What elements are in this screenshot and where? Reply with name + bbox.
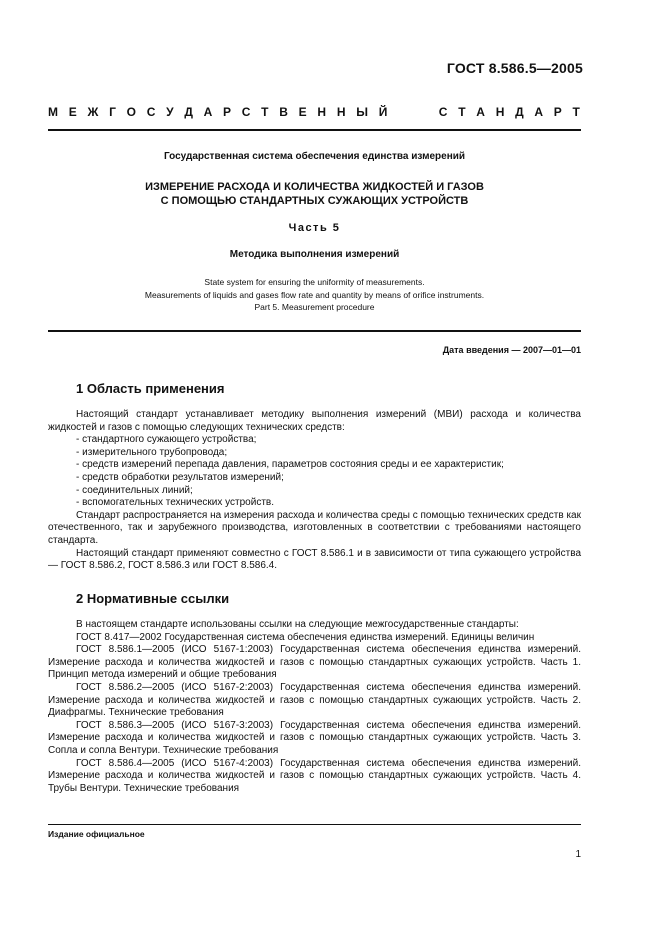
header-rule <box>48 129 581 131</box>
list-item: - соединительных линий; <box>76 484 193 496</box>
english-title <box>48 276 581 314</box>
english-title-line: Measurements of liquids and gases flow rate and quantity by means of orifice instruments. <box>144 289 485 300</box>
banner-letter: Е <box>298 105 307 119</box>
banner-letter: Г <box>109 105 116 119</box>
section-2-body <box>48 619 581 795</box>
reference-item: ГОСТ 8.586.4—2005 (ИСО 5167-4:2003) Государственная система обеспечения единства измерений. Измерение расхода и количества жидкостей и газов с помощью стандартных сужающих устройств. Часть 4. Трубы Вентури. Технические требования <box>48 757 581 794</box>
english-title-line: Part 5. Measurement procedure <box>254 302 375 312</box>
banner-letter: С <box>241 105 251 119</box>
banner-letter: Ы <box>356 105 368 119</box>
method-title: Методика выполнения измерений <box>229 249 400 260</box>
banner-letter: Н <box>495 105 505 119</box>
list-item: - вспомогательных технических устройств. <box>76 497 274 509</box>
banner-letter: А <box>203 105 213 119</box>
banner-letter: Р <box>223 105 232 119</box>
banner-letter: Н <box>336 105 346 119</box>
banner-letter: Е <box>68 105 77 119</box>
main-title <box>48 180 581 208</box>
banner-letter: А <box>534 105 544 119</box>
document-code: ГОСТ 8.586.5—2005 <box>446 60 583 76</box>
title-block-rule <box>48 330 581 332</box>
banner-letter: Д <box>515 105 524 119</box>
reference-item: ГОСТ 8.586.2—2005 (ИСО 5167-2:2003) Государственная система обеспечения единства измерений. Измерение расхода и количества жидкостей и газов с помощью стандартных сужающих устройств. Часть 2. Диафрагмы. Технические требования <box>48 681 581 719</box>
banner-letter: Т <box>458 105 466 119</box>
official-edition-label: Издание официальное <box>48 829 145 839</box>
footer-rule <box>48 824 581 825</box>
banner-letter: О <box>126 105 136 119</box>
banner-letter: Й <box>378 105 388 119</box>
english-title-line: State system for ensuring the uniformity of measurements. <box>204 277 425 287</box>
main-title-line: ИЗМЕРЕНИЕ РАСХОДА И КОЛИЧЕСТВА ЖИДКОСТЕЙ И ГАЗОВ <box>145 181 484 193</box>
banner-letter: Т <box>572 105 580 119</box>
section-1-heading: 1 Область применения <box>76 381 225 396</box>
reference-item: ГОСТ 8.586.1—2005 (ИСО 5167-1:2003) Государственная система обеспечения единства измерений. Измерение расхода и количества жидкостей и газов с помощью стандартных сужающих устройств. Часть 1. Принцип метода измерений и общие требования <box>48 644 581 681</box>
list-item: - средств измерений перепада давления, параметров состояния среды и ее характеристик; <box>76 459 504 471</box>
reference-item: ГОСТ 8.586.3—2005 (ИСО 5167-3:2003) Государственная система обеспечения единства измерений. Измерение расхода и количества жидкостей и газов с помощью стандартных сужающих устройств. Часть 3. Сопла и сопла Вентури. Технические требования <box>48 719 581 756</box>
paragraph: Настоящий стандарт устанавливает методику выполнения измерений (МВИ) расхода и количества жидкостей и газов с помощью следующих технических средств: <box>48 409 581 433</box>
paragraph: Стандарт распространяется на измерения расхода и количества среды с помощью технических средств как отечественного, так и зарубежного производства, изготовленных в соответствии с требованиями настоящего стандарта. <box>48 509 581 546</box>
banner-letter: А <box>476 105 485 119</box>
banner-letter: В <box>279 105 288 119</box>
part-title: Часть 5 <box>288 222 341 234</box>
section-2-heading: 2 Нормативные ссылки <box>76 591 230 606</box>
introduction-date: Дата введения — 2007—01—01 <box>442 345 581 355</box>
banner-letter: С <box>146 105 156 119</box>
banner-gap <box>398 105 428 119</box>
reference-item: ГОСТ 8.417—2002 Государственная система обеспечения единства измерений. Единицы величин <box>76 631 535 643</box>
list-item: - измерительного трубопровода; <box>76 446 228 458</box>
banner-letter: Р <box>553 105 562 119</box>
interstate-standard-banner <box>48 105 580 119</box>
banner-letter: Т <box>261 105 269 119</box>
main-title-line: С ПОМОЩЬЮ СТАНДАРТНЫХ СУЖАЮЩИХ УСТРОЙСТВ <box>160 195 469 207</box>
page-number: 1 <box>575 849 581 860</box>
system-title: Государственная система обеспечения единства измерений <box>163 151 466 162</box>
banner-letter: М <box>48 105 58 119</box>
banner-letter: С <box>438 105 448 119</box>
banner-letter: Д <box>184 105 193 119</box>
paragraph: Настоящий стандарт применяют совместно с ГОСТ 8.586.1 и в зависимости от типа сужающего устройства — ГОСТ 8.586.2, ГОСТ 8.586.3 или ГОСТ 8.586.4. <box>48 547 581 572</box>
banner-letter: Н <box>317 105 327 119</box>
list-item: - средств обработки результатов измерений; <box>76 471 284 483</box>
banner-letter: У <box>166 105 174 119</box>
list-item: - стандартного сужающего устройства; <box>76 434 257 446</box>
banner-letter: Ж <box>87 105 99 119</box>
paragraph: В настоящем стандарте использованы ссылки на следующие межгосударственные стандарты: <box>76 619 519 630</box>
section-1-body <box>48 409 581 573</box>
